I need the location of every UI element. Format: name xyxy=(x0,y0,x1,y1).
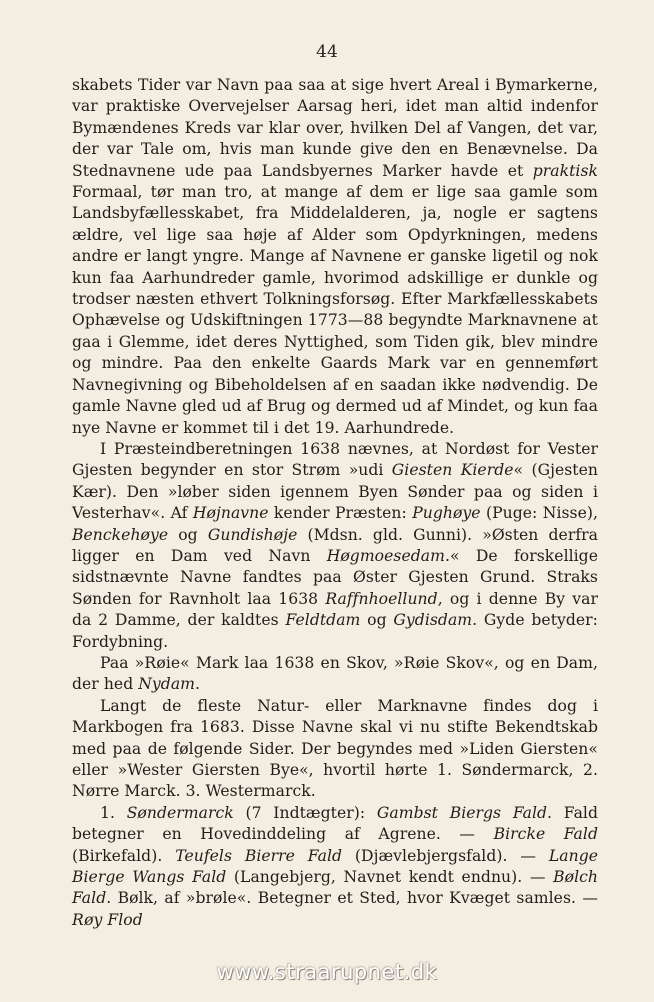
italic-term: Raffnhoellund xyxy=(325,589,438,608)
text-run: (Puge: Nisse), xyxy=(480,504,599,523)
italic-term: praktisk xyxy=(532,161,598,180)
text-run: Langt de fleste Natur- eller Marknavne findes dog i Markbogen fra 1683. Disse Navne skal vi nu stifte Bekendtskab med paa de følgende Sider. Der begyndes med »Liden Giersten« eller »Wester Giersten Bye«, hvortil hørte 1. Søndermarck, 2. Nørre Marck. 3. Westermarck. xyxy=(72,696,598,801)
text-run: skabets Tider var Navn paa saa at sige hvert Areal i Bymarkerne, var praktiske Overvejelser Aarsag heri, idet man altid indenfor Bymændenes Kreds var klar over, hvilken Del af Vangen, det var, der var Tale om, hvis man kunde give den en Benævnelse. Da Stednavnene ude paa Landsbyernes Marker havde et xyxy=(72,76,598,180)
text-run: . Gyde betyder: Fordybning. xyxy=(72,611,598,651)
text-run: I Præsteindberetningen 1638 nævnes, at Nordøst for Vester Gjesten begynder en stor Strøm »udi xyxy=(72,439,598,480)
text-run: Paa »Røie« Mark laa 1638 en Skov, »Røie Skov«, og en Dam, der hed xyxy=(72,653,598,694)
paragraph-3 xyxy=(72,653,598,696)
page-number: 44 xyxy=(316,42,338,62)
watermark-text: www.straarupnet.dk xyxy=(216,960,438,984)
text-run: kender Præsten: xyxy=(268,504,413,523)
text-run: (Mdsn. gld. Gunni). »Østen derfra ligger en Dam ved Navn xyxy=(72,525,599,565)
italic-term: Giesten Kierde xyxy=(391,461,514,480)
text-run: og xyxy=(360,611,394,630)
italic-term: Høgmoesedam xyxy=(326,546,445,565)
text-run: (7 Indtægter): xyxy=(233,803,377,822)
italic-term: Benckehøye xyxy=(72,525,169,544)
italic-term: Bircke Fald xyxy=(493,825,598,844)
text-run: . xyxy=(195,675,201,694)
paragraph-4 xyxy=(72,696,598,803)
text-run: « (Gjesten Kær). Den »løber siden igennem Byen Sønder paa og siden i Vesterhav«. Af xyxy=(72,461,598,523)
italic-term: Feldtdam xyxy=(285,611,361,630)
text-run: (Djævlebjergsfald). — xyxy=(342,846,549,865)
italic-term: Bølch Fald xyxy=(72,868,598,908)
italic-term: Nydam xyxy=(138,675,196,694)
italic-term: Røy Flod xyxy=(72,910,143,929)
text-run: . Bølk, af »brøle«. Betegner et Sted, hvor Kvæget samles. — xyxy=(106,889,598,908)
italic-term: Gundishøje xyxy=(207,525,298,544)
italic-term: Gambst Biergs Fald xyxy=(376,803,548,822)
paragraph-1 xyxy=(72,75,598,439)
italic-term: Lange Bierge Wangs Fald xyxy=(72,846,599,887)
paragraph-2 xyxy=(72,439,598,653)
italic-term: Søndermarck xyxy=(126,803,234,822)
text-run: Formaal, tør man tro, at mange af dem er lige saa gamle som Landsbyfællesskabet, fra Middelalderen, ja, nogle er sagtens ældre, vel lige saa høje af Alder som Opdyrkningen, medens andre er langt yngre. Mange af Navnene er ganske ligetil og nok kun faa Aarhundreder gamle, hvorimod adskillige er dunkle og trodser næsten ethvert Tolkningsforsøg. Efter Markfællesskabets Ophævelse og Udskiftningen 1773—88 begyndte Marknavnene at gaa i Glemme, idet deres Nyttighed, som Tiden gik, blev mindre og mindre. Paa den enkelte Gaards Mark var en gennemført Navnegivning og Bibeholdelsen af en saadan ikke nødvendig. De gamle Navne gled ud af Brug og dermed ud af Mindet, og kun faa nye Navne er kommet til i det 19. Aarhundrede. xyxy=(72,183,598,437)
text-run: og xyxy=(168,525,208,544)
text-run: , og i denne By var da 2 Damme, der kaldtes xyxy=(72,589,599,630)
text-run: .« De forskellige sidstnævnte Navne fandtes paa Øster Gjesten Grund. Straks Sønden for Ravnholt laa 1638 xyxy=(72,546,598,608)
body-text xyxy=(72,75,598,931)
italic-term: Højnavne xyxy=(192,504,269,523)
italic-term: Pughøye xyxy=(412,504,481,523)
paragraph-5 xyxy=(72,803,598,931)
text-run: 1. xyxy=(100,803,127,822)
text-run: (Birkefald). xyxy=(72,846,176,865)
text-run: (Langebjerg, Navnet kendt endnu). — xyxy=(226,868,554,887)
text-run: . Fald betegner en Hovedinddeling af Agrene. — xyxy=(72,803,598,844)
italic-term: Gydisdam xyxy=(393,611,473,630)
italic-term: Teufels Bierre Fald xyxy=(175,846,343,865)
